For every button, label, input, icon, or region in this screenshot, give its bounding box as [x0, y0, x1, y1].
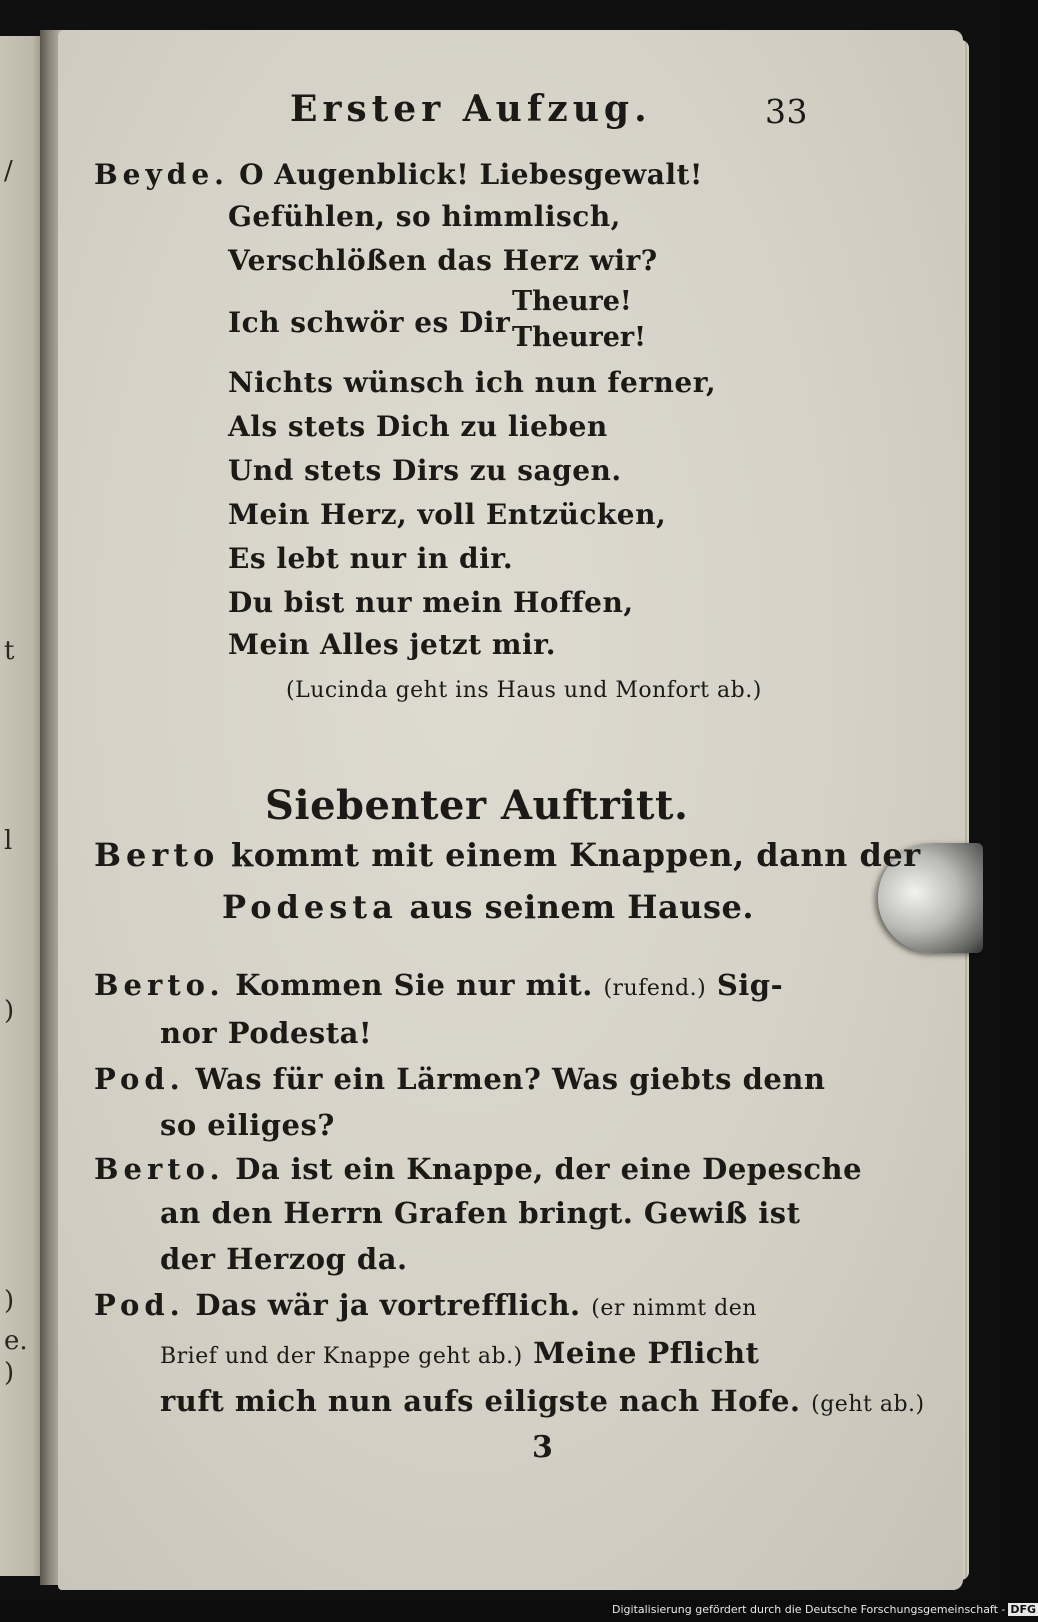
dialogue-text: Da ist ein Knappe, der eine Depesche — [235, 1152, 863, 1186]
dialogue-text: Was für ein Lärmen? Was giebts denn — [195, 1062, 826, 1096]
signature-mark: 3 — [532, 1430, 554, 1465]
duet-first-line — [94, 158, 703, 191]
credit-text: Digitalisierung gefördert durch die Deutsche Forschungsgemeinschaft - — [612, 1603, 1006, 1616]
stage-direction: (rufend.) — [603, 976, 707, 1001]
dialogue-line — [94, 968, 783, 1002]
dialogue-text: Sig- — [716, 968, 784, 1002]
left-page-fragment: e. — [4, 1326, 28, 1356]
dfg-logo: DFG — [1010, 1603, 1037, 1616]
oath-alternative: Theure! — [512, 286, 632, 317]
speaker-label: Pod. — [94, 1288, 185, 1322]
dialogue-text: Meine Pflicht — [533, 1336, 760, 1370]
dialogue-line — [94, 1152, 862, 1186]
dialogue-continuation — [160, 1384, 925, 1418]
dialogue-text: Kommen Sie nur mit. — [235, 968, 593, 1002]
dialogue-continuation — [160, 1336, 759, 1370]
verse-line: Du bist nur mein Hoffen, — [228, 586, 634, 619]
verse-text: O Augenblick! Liebesgewalt! — [239, 158, 703, 191]
left-page-fragment: ) — [4, 996, 15, 1026]
verse-line-oath: Ich schwör es Dir — [228, 306, 511, 339]
left-page-fragment: ) — [4, 1286, 15, 1316]
left-page-fragment: l — [4, 826, 13, 856]
character-name: Berto — [94, 836, 220, 874]
speaker-label: Beyde. — [94, 158, 229, 191]
dialogue-continuation: an den Herrn Grafen bringt. Gewiß ist — [160, 1196, 801, 1230]
character-name: Podesta — [222, 888, 398, 926]
stage-direction: (geht ab.) — [811, 1392, 925, 1417]
oath-alternative: Theurer! — [512, 322, 647, 353]
verse-line: Gefühlen, so himmlisch, — [228, 200, 621, 233]
page-number: 33 — [765, 92, 808, 131]
left-page-fragment: / — [4, 156, 13, 186]
scene-title: Siebenter Auftritt. — [265, 782, 689, 829]
dialogue-continuation: so eiliges? — [160, 1108, 335, 1142]
cast-text: aus seinem Hause. — [409, 888, 755, 926]
speaker-label: Berto. — [94, 968, 225, 1002]
dialogue-text: Das wär ja vortrefflich. — [195, 1288, 581, 1322]
stage-direction: (er nimmt den — [591, 1296, 757, 1321]
cast-line — [222, 888, 754, 926]
cast-line — [94, 836, 921, 874]
dialogue-line — [94, 1062, 825, 1096]
verse-line: Nichts wünsch ich nun ferner, — [228, 366, 717, 399]
speaker-label: Berto. — [94, 1152, 225, 1186]
dialogue-continuation: nor Podesta! — [160, 1016, 373, 1050]
running-head: Erster Aufzug. — [290, 88, 652, 130]
verse-line: Verschlößen das Herz wir? — [228, 244, 658, 277]
verse-line: Und stets Dirs zu sagen. — [228, 454, 622, 487]
verse-line: Es lebt nur in dir. — [228, 542, 514, 575]
digitization-credit — [612, 1603, 1038, 1616]
verse-line: Als stets Dich zu lieben — [228, 410, 608, 443]
left-page-fragment: t — [4, 636, 15, 666]
stage-direction: (Lucinda geht ins Haus und Monfort ab.) — [286, 678, 762, 703]
stage-direction: Brief und der Knappe geht ab.) — [160, 1344, 523, 1369]
dialogue-continuation: der Herzog da. — [160, 1242, 408, 1276]
cast-text: kommt mit einem Knappen, dann der — [231, 836, 921, 874]
dialogue-line — [94, 1288, 757, 1322]
verse-line: Mein Herz, voll Entzücken, — [228, 498, 667, 531]
speaker-label: Pod. — [94, 1062, 185, 1096]
verse-line: Mein Alles jetzt mir. — [228, 628, 557, 661]
dialogue-text: ruft mich nun aufs eiligste nach Hofe. — [160, 1384, 801, 1418]
left-page-fragment: ) — [4, 1358, 15, 1388]
